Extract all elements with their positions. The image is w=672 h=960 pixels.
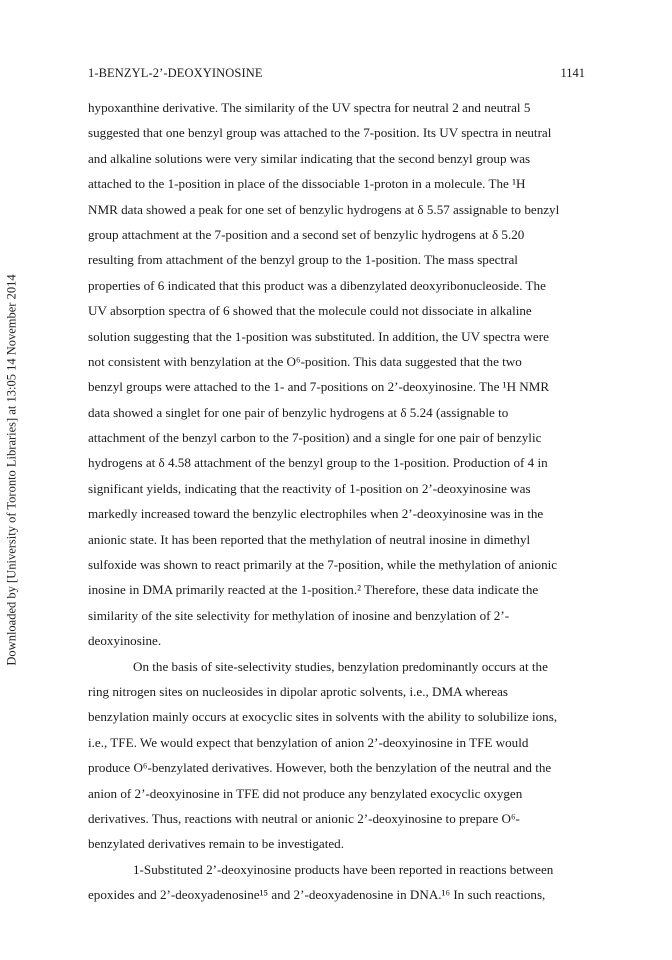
text-line: resulting from attachment of the benzyl group to the 1-position. The mass spectral [88,252,518,268]
text-line: attached to the 1-position in place of the dissociable 1-proton in a molecule. The ¹H [88,176,526,192]
running-header [88,66,585,86]
text-line: hydrogens at δ 4.58 attachment of the benzyl group to the 1-position. Production of 4 in [88,455,548,471]
text-line: markedly increased toward the benzylic electrophiles when 2’-deoxyinosine was in the [88,506,544,522]
text-line: significant yields, indicating that the reactivity of 1-position on 2’-deoxyinosine was [88,480,531,496]
download-watermark [0,0,24,960]
body-text [88,95,590,908]
text-line: inosine in DMA primarily reacted at the 1-position.² Therefore, these data indicate the [88,582,539,598]
paragraph-first-line: 1-Substituted 2’-deoxyinosine products have been reported in reactions between [133,861,554,877]
text-line: benzyl groups were attached to the 1- and 7-positions on 2’-deoxyinosine. The ¹H NMR [88,379,550,395]
page-number: 1141 [560,66,585,80]
text-line: not consistent with benzylation at the O⁶-position. This data suggested that the two [88,353,522,369]
paragraph-first-line: On the basis of site-selectivity studies, benzylation predominantly occurs at the [133,658,548,674]
text-line: solution suggesting that the 1-position was substituted. In addition, the UV spectra were [88,328,549,344]
text-line: derivatives. Thus, reactions with neutral or anionic 2’-deoxyinosine to prepare O⁶- [88,810,520,826]
download-notice: Downloaded by [University of Toronto Libraries] at 13:05 14 November 2014 [4,274,19,666]
text-line: suggested that one benzyl group was attached to the 7-position. Its UV spectra in neutral [88,125,552,141]
text-line: anion of 2’-deoxyinosine in TFE did not produce any benzylated exocyclic oxygen [88,785,523,801]
text-line: properties of 6 indicated that this product was a dibenzylated deoxyribonucleoside. The [88,277,546,293]
text-line: produce O⁶-benzylated derivatives. However, both the benzylation of the neutral and the [88,760,552,776]
text-line: data showed a singlet for one pair of benzylic hydrogens at δ 5.24 (assignable to [88,404,509,420]
text-line: benzylated derivatives remain to be investigated. [88,836,344,852]
text-line: deoxyinosine. [88,633,162,649]
text-line: and alkaline solutions were very similar indicating that the second benzyl group was [88,150,531,166]
text-line: ring nitrogen sites on nucleosides in dipolar aprotic solvents, i.e., DMA whereas [88,683,509,699]
text-line: hypoxanthine derivative. The similarity of the UV spectra for neutral 2 and neutral 5 [88,100,531,115]
text-line: benzylation mainly occurs at exocyclic sites in solvents with the ability to solubilize ions, [88,709,558,725]
running-title: 1-BENZYL-2’-DEOXYINOSINE [88,66,263,80]
text-line: anionic state. It has been reported that the methylation of neutral inosine in dimethyl [88,531,531,547]
text-line: attachment of the benzyl carbon to the 7-position) and a single for one pair of benzylic [88,430,542,446]
text-line: UV absorption spectra of 6 showed that the molecule could not dissociate in alkaline [88,303,532,319]
text-line: epoxides and 2’-deoxyadenosine¹⁵ and 2’-deoxyadenosine in DNA.¹⁶ In such reactions, [88,887,546,903]
text-line: group attachment at the 7-position and a second set of benzylic hydrogens at δ 5.20 [88,226,525,242]
text-line: NMR data showed a peak for one set of benzylic hydrogens at δ 5.57 assignable to benzyl [88,201,560,217]
text-line: similarity of the site selectivity for methylation of inosine and benzylation of 2’- [88,607,510,623]
text-line: i.e., TFE. We would expect that benzylation of anion 2’-deoxyinosine in TFE would [88,734,529,750]
text-line: sulfoxide was shown to react primarily at the 7-position, while the methylation of anionic [88,557,558,573]
